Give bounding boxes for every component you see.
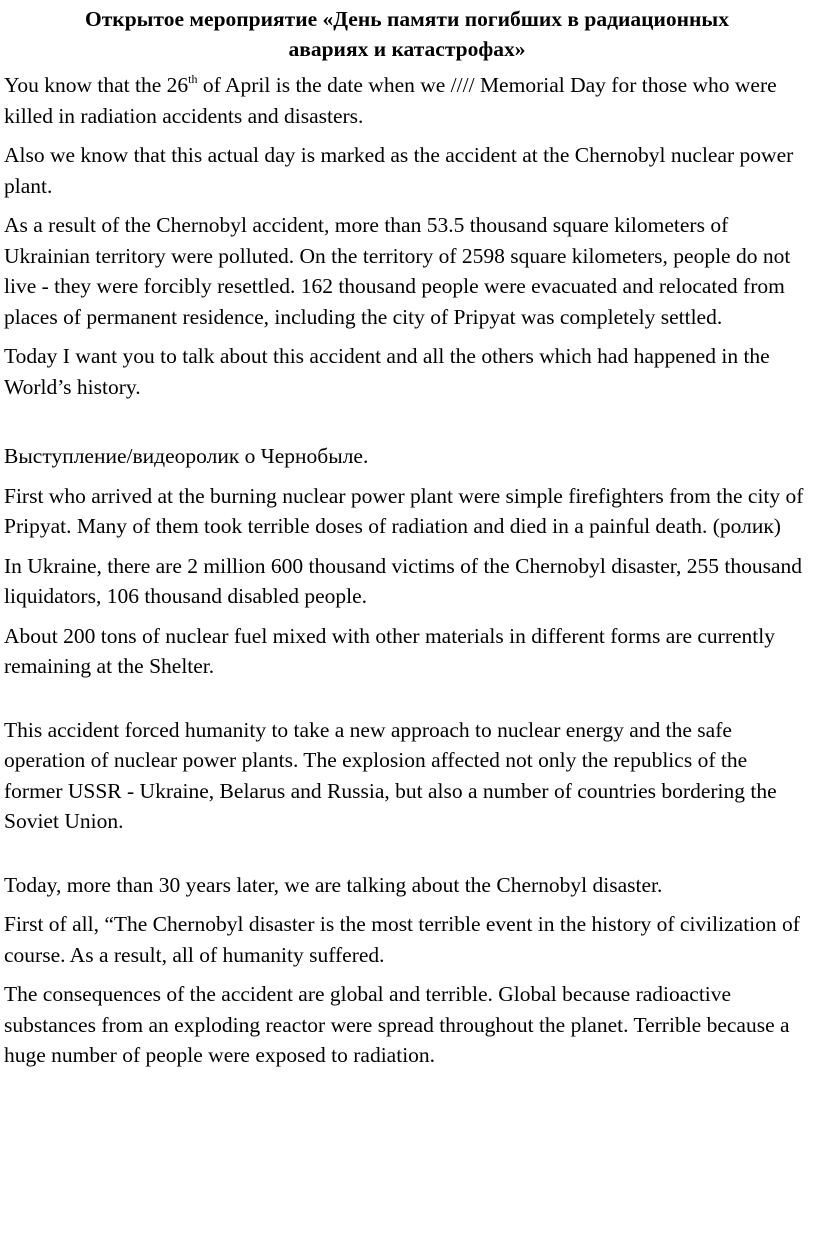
blank-line: [4, 846, 810, 870]
paragraph-video-note: Выступление/видеоролик о Чернобыле.: [4, 444, 369, 468]
paragraph-nuclear-fuel: About 200 tons of nuclear fuel mixed with other materials in different forms are currently remaining at the Shelter.: [4, 623, 775, 678]
blank-line: [4, 691, 810, 715]
blank-line: [4, 411, 810, 441]
paragraph-memorial-day-end: of April is the date when we //// Memorial Day for those who were killed in radiation accidents and disasters.: [4, 73, 777, 128]
paragraph-humanity-approach: This accident forced humanity to take a new approach to nuclear energy and the safe operation of nuclear power plants. The explosion affected not only the republics of the former USSR - Ukraine, Belarus and Russia, but also a number of countries bordering the Soviet Union.: [4, 717, 777, 833]
paragraph-talk-invitation: Today I want you to talk about this accident and all the others which had happened in the World’s history.: [4, 344, 770, 399]
paragraph-chernobyl-date: Also we know that this actual day is marked as the accident at the Chernobyl nuclear power plant.: [4, 143, 794, 198]
paragraph-thirty-years: Today, more than 30 years later, we are talking about the Chernobyl disaster.: [4, 872, 663, 897]
ordinal-suffix: th: [188, 71, 198, 86]
paragraph-most-terrible-event: First of all, “The Chernobyl disaster is the most terrible event in the history of civilization of course. As a result, all of humanity suffered.: [4, 912, 800, 967]
paragraph-firefighters: First who arrived at the burning nuclear power plant were simple firefighters from the city of Pripyat. Many of them took terrible doses of radiation and died in a painful death. (ролик): [4, 483, 804, 538]
paragraph-consequences: The consequences of the accident are global and terrible. Global because radioactive substances from an exploding reactor were spread throughout the planet. Terrible because a huge number of people were exposed to radiation.: [4, 982, 790, 1067]
paragraph-memorial-day-start: You know that the 26: [4, 73, 189, 97]
document-title: Открытое мероприятие «День памяти погибших в радиационных авариях и катастрофах»: [85, 7, 729, 61]
paragraph-territory-polluted: As a result of the Chernobyl accident, more than 53.5 thousand square kilometers of Ukrainian territory were polluted. On the territory of 2598 square kilometers, people do not live - they were forcibly resettled. 162 thousand people were evacuated and relocated from places of permanent residence, including the city of Pripyat was completely settled.: [4, 213, 791, 329]
paragraph-victims: In Ukraine, there are 2 million 600 thousand victims of the Chernobyl disaster, 255 thousand liquidators, 106 thousand disabled people.: [4, 553, 803, 608]
paragraph-memorial-day: [4, 70, 810, 131]
